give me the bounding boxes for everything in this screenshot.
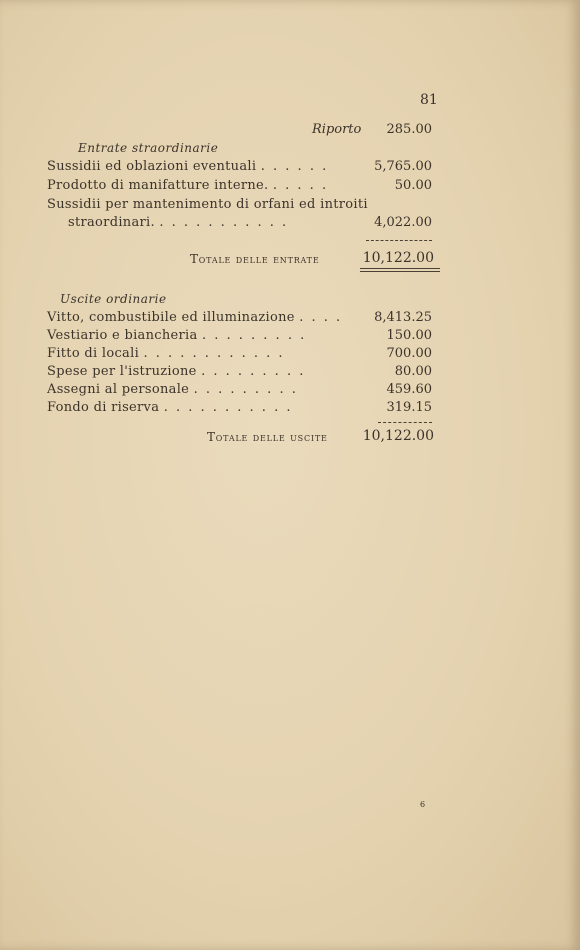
section-title-entrate: Entrate straordinarie [78, 141, 219, 155]
uscita-row-label [47, 400, 292, 415]
uscita-amount: 700.00 [386, 346, 432, 361]
signature-mark: 6 [420, 800, 426, 809]
uscita-label: Spese per l'istruzione [47, 364, 197, 379]
entrata-amount: 50.00 [394, 178, 432, 193]
total-double-rule-bottom [360, 271, 440, 272]
uscita-amount: 80.00 [394, 364, 432, 379]
entrata-label: Sussidii per mantenimento di orfani ed introiti [47, 197, 368, 212]
uscita-row-label [47, 346, 285, 361]
riporto-label: Riporto [312, 122, 362, 137]
totale-uscite-label: Totale delle uscite [207, 430, 328, 444]
total-double-rule-top [360, 268, 440, 269]
leader-dots: . . . . . [272, 178, 329, 193]
entrata-row-label [47, 178, 328, 193]
leader-dots: . . . . . . . . . [201, 328, 307, 343]
uscita-amount: 319.15 [386, 400, 432, 415]
uscita-label: Fitto di locali [47, 346, 140, 361]
subtotal-rule [366, 240, 432, 241]
uscita-label: Assegni al personale [47, 382, 190, 397]
section-title-uscite: Uscite ordinarie [60, 292, 167, 306]
uscita-row-label [47, 364, 305, 379]
totale-entrate-value: 10,122.00 [362, 250, 434, 266]
leader-dots: . . . . [299, 310, 343, 325]
leader-dots: . . . . . . [260, 159, 329, 174]
leader-dots: . . . . . . . . . [193, 382, 298, 397]
entrata-row-label [68, 215, 288, 230]
uscita-amount: 8,413.25 [374, 310, 432, 325]
totale-entrate-label: Totale delle entrate [190, 252, 320, 266]
entrata-row-label [47, 197, 368, 212]
page-number: 81 [420, 92, 438, 108]
entrata-row-label [47, 159, 328, 174]
uscita-label: Fondo di riserva [47, 400, 160, 415]
uscita-row-label [47, 382, 298, 397]
leader-dots: . . . . . . . . . . . . [143, 346, 285, 361]
entrata-label: straordinari. [68, 215, 155, 230]
entrata-amount: 5,765.00 [374, 159, 432, 174]
uscita-label: Vitto, combustibile ed illuminazione [47, 310, 295, 325]
leader-dots: . . . . . . . . . . . [159, 215, 289, 230]
totale-uscite-value: 10,122.00 [362, 428, 434, 444]
uscita-amount: 150.00 [386, 328, 432, 343]
leader-dots: . . . . . . . . . . . [163, 400, 293, 415]
leader-dots: . . . . . . . . . [201, 364, 306, 379]
uscita-row-label [47, 328, 306, 343]
uscita-amount: 459.60 [386, 382, 432, 397]
riporto-value: 285.00 [386, 122, 432, 137]
uscita-label: Vestiario e biancheria [47, 328, 198, 343]
entrata-label: Prodotto di manifatture interne. [47, 178, 269, 193]
entrata-amount: 4,022.00 [374, 215, 432, 230]
entrata-label: Sussidii ed oblazioni eventuali [47, 159, 257, 174]
uscita-row-label [47, 310, 342, 325]
subtotal-rule [378, 422, 432, 423]
